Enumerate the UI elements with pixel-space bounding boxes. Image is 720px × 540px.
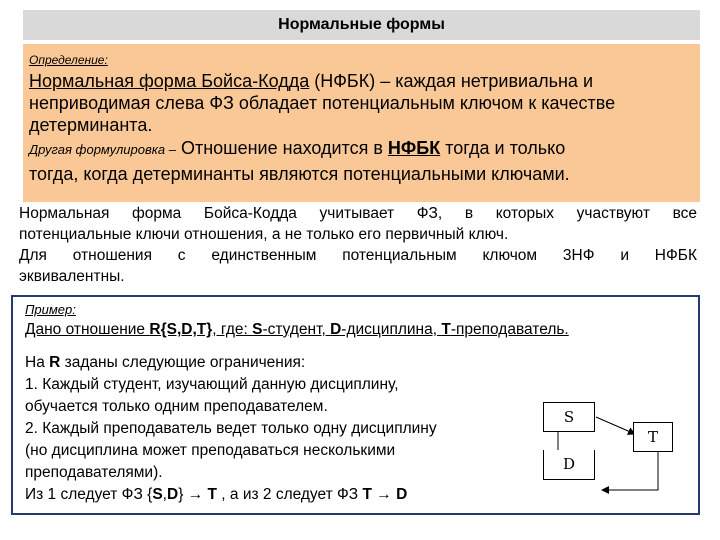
constraint-1-line-2: обучается только одним преподавателем. (25, 398, 328, 415)
node-d: D (543, 450, 595, 480)
paragraph-2-line-1: Для отношения с единственным потенциальным ключом 3НФ и НФБК (19, 247, 697, 264)
conclusion-d: D (396, 486, 408, 503)
fd-diagram (503, 392, 693, 512)
fd-arrows (503, 392, 693, 512)
paragraph-1 (19, 203, 697, 245)
given-d: D (330, 321, 342, 338)
definition-box (23, 44, 700, 202)
constraint-2-line-1: 2. Каждый преподаватель ведет только одну дисциплину (25, 420, 437, 437)
example-given (25, 319, 698, 341)
given-t: T (441, 321, 451, 338)
definition-rest-1: – каждая нетривиальна и (375, 71, 593, 91)
arrow-t-to-d (602, 452, 658, 490)
alt-text-2: тогда и только (440, 138, 566, 158)
example-box (11, 295, 700, 515)
conclusion-t2: T (362, 486, 372, 503)
bcnf-term: Нормальная форма Бойса-Кодда (29, 71, 310, 91)
arrow-icon: → (376, 486, 392, 503)
definition-label: Определение: (29, 53, 108, 67)
node-t: T (633, 422, 673, 452)
given-mid: , где: (212, 321, 253, 338)
constraint-2-line-2: (но дисциплина может преподаваться несколькими (25, 442, 396, 459)
alt-line-2: тогда, когда детерминанты являются потенциальными ключами. (29, 164, 570, 184)
alt-formulation (29, 136, 690, 187)
conclusion-set: {S,D} (147, 486, 184, 503)
conclusion (25, 484, 437, 506)
given-s-desc: -студент, (262, 321, 331, 338)
constraint-1-line-1: 1. Каждый студент, изучающий данную дисциплину, (25, 376, 399, 393)
given-prefix: Дано отношение (25, 321, 150, 338)
given-s: S (252, 321, 263, 338)
constraints-list (25, 352, 437, 506)
paragraph-1-line-2: потенциальные ключи отношения, а не только его первичный ключ. (19, 226, 509, 243)
example-label: Пример: (25, 302, 76, 317)
alt-text-1: Отношение находится в (175, 138, 388, 158)
definition-text (29, 70, 690, 136)
paragraph-2-line-2: эквивалентны. (19, 268, 125, 285)
paragraph-2 (19, 245, 697, 287)
definition-line-3: детерминанта. (29, 115, 153, 135)
bcnf-abbr: (НФБК) (314, 71, 376, 91)
given-t-desc: -преподаватель. (450, 321, 569, 338)
paragraph-1-line-1: Нормальная форма Бойса-Кодда учитывает ФЗ, в которых участвуют все (19, 205, 697, 222)
conclusion-pre: Из 1 следует ФЗ (25, 486, 148, 503)
constraints-intro (25, 352, 437, 374)
node-s: S (543, 402, 595, 432)
intro-post: заданы следующие ограничения: (60, 354, 306, 371)
given-d-desc: -дисциплина, (341, 321, 442, 338)
definition-line-2: неприводимая слева ФЗ обладает потенциальным ключом к качестве (29, 93, 616, 113)
intro-r: R (49, 354, 61, 371)
alt-nfbk: НФБК (387, 138, 441, 158)
arrow-icon: → (187, 486, 204, 503)
conclusion-t1: T (207, 486, 217, 503)
arrow-s-to-t (596, 417, 635, 434)
intro-pre: На (25, 354, 50, 371)
given-relation: R{S,D,T} (149, 321, 213, 338)
conclusion-mid: , а из 2 следует ФЗ (216, 486, 363, 503)
alt-label: Другая формулировка – (29, 142, 176, 157)
constraint-2-line-3: преподавателями). (25, 464, 163, 481)
slide-title: Нормальные формы (23, 10, 700, 40)
